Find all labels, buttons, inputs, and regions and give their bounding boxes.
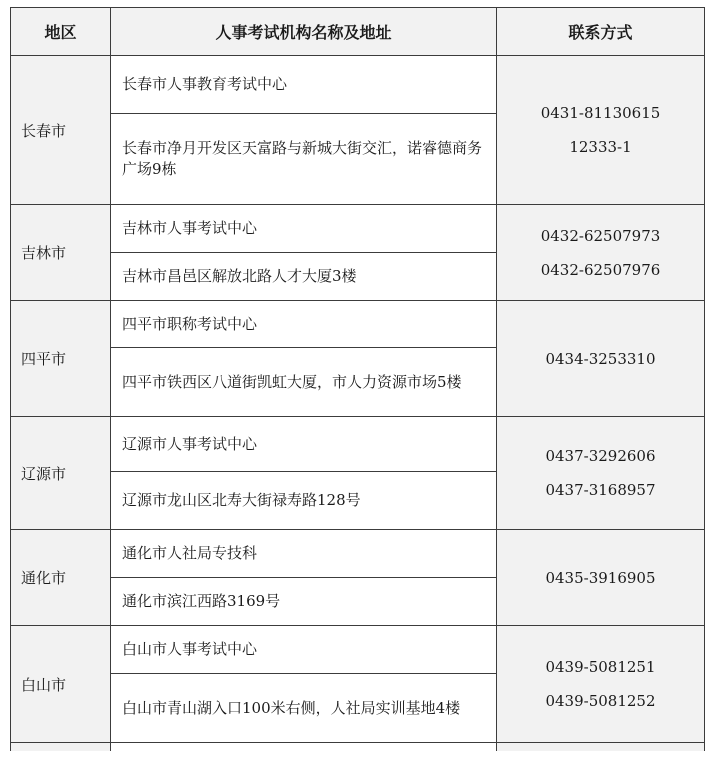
region-cell: 辽源市 — [11, 417, 111, 530]
header-institution: 人事考试机构名称及地址 — [111, 8, 497, 56]
contact-cell-cutoff — [497, 743, 705, 752]
phone-number: 0437-3168957 — [545, 481, 656, 499]
header-contact: 联系方式 — [497, 8, 705, 56]
region-cell: 长春市 — [11, 56, 111, 205]
institution-address: 四平市铁西区八道街凯虹大厦，市人力资源市场5楼 — [111, 348, 497, 417]
header-region: 地区 — [11, 8, 111, 56]
phone-number: 0434-3253310 — [545, 349, 656, 368]
institution-address: 吉林市昌邑区解放北路人才大厦3楼 — [111, 253, 497, 301]
region-cell: 吉林市 — [11, 205, 111, 301]
phone-number: 0437-3292606 — [545, 447, 656, 465]
phone-number: 12333-1 — [569, 138, 632, 156]
table-row — [11, 205, 705, 253]
institution-address: 长春市净月开发区天富路与新城大街交汇，诺睿德商务广场9栋 — [111, 114, 497, 205]
contact-cell — [497, 417, 705, 530]
phone-number: 0431-81130615 — [540, 104, 661, 122]
institution-address: 辽源市龙山区北寿大街禄寿路128号 — [111, 472, 497, 530]
table-row — [11, 626, 705, 674]
institution-name: 长春市人事教育考试中心 — [111, 56, 497, 114]
region-cell: 白山市 — [11, 626, 111, 743]
institution-address: 通化市滨江西路3169号 — [111, 578, 497, 626]
institution-address: 白山市青山湖入口100米右侧，人社局实训基地4楼 — [111, 674, 497, 743]
exam-institution-table — [10, 7, 705, 751]
region-cell-cutoff — [11, 743, 111, 752]
institution-name: 白山市人事考试中心 — [111, 626, 497, 674]
header-row — [11, 8, 705, 56]
contact-cell — [497, 530, 705, 626]
contact-cell — [497, 301, 705, 417]
contact-cell — [497, 56, 705, 205]
contact-cell — [497, 626, 705, 743]
institution-name: 通化市人社局专技科 — [111, 530, 497, 578]
table-row — [11, 56, 705, 114]
phone-number: 0439-5081251 — [545, 658, 656, 676]
institution-name: 辽源市人事考试中心 — [111, 417, 497, 472]
contact-cell — [497, 205, 705, 301]
region-cell: 通化市 — [11, 530, 111, 626]
table-row — [11, 530, 705, 578]
institution-cell-cutoff — [111, 743, 497, 752]
phone-number: 0432-62507976 — [540, 260, 661, 279]
region-cell: 四平市 — [11, 301, 111, 417]
table-row — [11, 417, 705, 472]
table-row-cutoff — [11, 743, 705, 752]
institution-name: 吉林市人事考试中心 — [111, 205, 497, 253]
phone-number: 0439-5081252 — [545, 692, 656, 710]
phone-number: 0432-62507973 — [540, 226, 661, 245]
table-row — [11, 301, 705, 348]
phone-number: 0435-3916905 — [545, 568, 656, 587]
institution-name: 四平市职称考试中心 — [111, 301, 497, 348]
